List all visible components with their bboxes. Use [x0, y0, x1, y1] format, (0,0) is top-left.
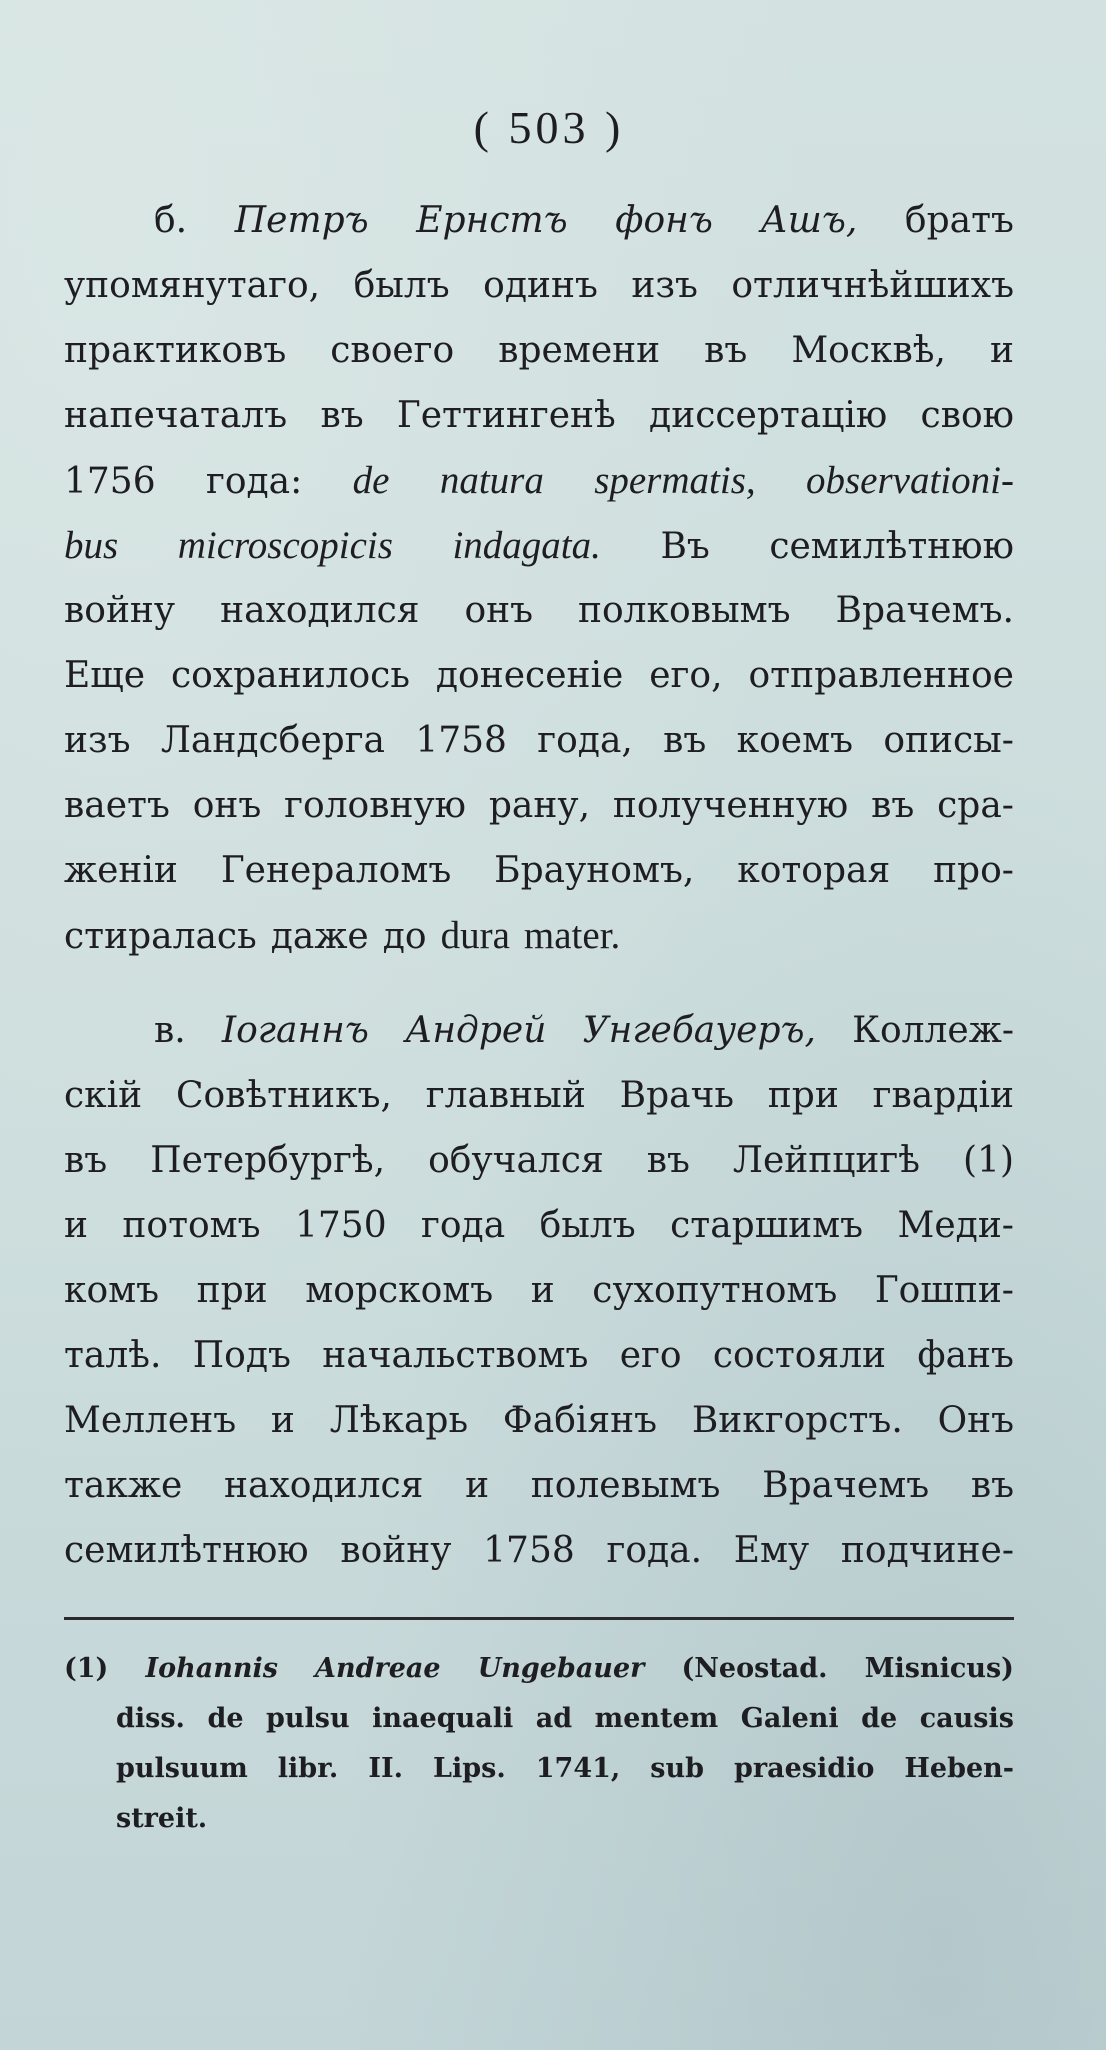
latin-title-word: bus [64, 524, 119, 567]
page-number: ( 503 ) [473, 102, 625, 153]
footnote-line [64, 1644, 1014, 1694]
word: ad [535, 1703, 573, 1734]
word: состояли [712, 1335, 887, 1376]
word: streit. [116, 1803, 208, 1834]
word: libr. [277, 1753, 339, 1784]
word: одинъ [483, 265, 598, 306]
word: своего [330, 330, 455, 371]
word: былъ [539, 1205, 636, 1246]
word: Врачемъ [762, 1465, 930, 1506]
word: полевымъ [530, 1465, 721, 1506]
word: полковымъ [578, 590, 791, 631]
word: подчине- [840, 1530, 1014, 1571]
latin-title-word: spermatis, [594, 459, 756, 502]
word: диссертацію [649, 395, 888, 436]
word: pulsu [266, 1703, 350, 1734]
word: про- [933, 850, 1014, 891]
word: братъ [904, 200, 1014, 241]
word: и [465, 1465, 490, 1506]
paragraph-gap [64, 968, 1014, 998]
word: морскомъ [305, 1270, 494, 1311]
text-line [64, 188, 1014, 253]
word: de [861, 1703, 898, 1734]
word: Ландсберга [160, 720, 386, 761]
word: Гошпи- [874, 1270, 1014, 1311]
word: гвардіи [872, 1075, 1014, 1116]
text-line [64, 1258, 1014, 1323]
word: Петербургѣ, [150, 1140, 386, 1181]
word: отправленное [748, 655, 1014, 696]
word: года: [205, 461, 303, 502]
word: сра- [937, 785, 1014, 826]
text-line [64, 578, 1014, 643]
word: сухопутномъ [592, 1270, 838, 1311]
word: Galeni [740, 1703, 839, 1734]
word: Викгорстъ. [691, 1400, 903, 1441]
word: Еще [64, 655, 146, 696]
paragraph-ungebauer [64, 998, 1014, 1583]
text-line [64, 253, 1014, 318]
word: и [989, 330, 1014, 371]
word: онъ [192, 785, 262, 826]
person-name: Петръ [234, 200, 369, 241]
text-line [64, 903, 1014, 968]
footnote-number: (1) [64, 1653, 109, 1684]
word: Въ [660, 526, 710, 567]
person-name: Ашъ, [760, 200, 858, 241]
footnote [64, 1644, 1014, 1844]
word: семилѣтнюю [769, 526, 1014, 567]
footnote-line [64, 1794, 1014, 1844]
latin-title-word: natura [439, 459, 544, 502]
footnote-rule [64, 1617, 1014, 1620]
item-letter: б. [154, 200, 188, 241]
word: талѣ. [64, 1335, 162, 1376]
latin-word: dura [440, 914, 510, 957]
person-name: фонъ [615, 200, 713, 241]
person-name: Унгебауеръ, [582, 1010, 816, 1051]
word: въ [871, 785, 915, 826]
word: ваетъ [64, 785, 170, 826]
word: praesidio [734, 1753, 875, 1784]
word: года [421, 1205, 506, 1246]
latin-title-word: observationi- [805, 459, 1014, 502]
author-name: Iohannis [145, 1653, 278, 1684]
text-line [64, 513, 1014, 578]
word: Ему [733, 1530, 810, 1571]
text-line [64, 1323, 1014, 1388]
word: главный [425, 1075, 586, 1116]
word: Меди- [897, 1205, 1014, 1246]
author-name: Andreae [315, 1653, 441, 1684]
word: практиковъ [64, 330, 287, 371]
word: при [767, 1075, 839, 1116]
year: 1758 [483, 1530, 575, 1571]
word: и [270, 1400, 295, 1441]
word: inaequali [372, 1703, 514, 1734]
word: находился [224, 1465, 424, 1506]
book-page [64, 100, 1014, 1844]
word: mentem [594, 1703, 719, 1734]
word: и [530, 1270, 555, 1311]
word: до [382, 916, 427, 957]
text-line [64, 1453, 1014, 1518]
word: обучался [428, 1140, 604, 1181]
footnote-line [64, 1694, 1014, 1744]
word: diss. [116, 1703, 185, 1734]
word: Lips. [433, 1753, 506, 1784]
word: въ [64, 1140, 108, 1181]
person-name: Андрей [405, 1010, 547, 1051]
word: изъ [631, 265, 698, 306]
word: года. [606, 1530, 703, 1571]
word: времени [498, 330, 661, 371]
text-line [64, 318, 1014, 383]
word: Misnicus) [864, 1653, 1014, 1684]
word: pulsuum [116, 1753, 248, 1784]
word: потомъ [122, 1205, 261, 1246]
latin-title-word: de [352, 459, 390, 502]
word: Врачь [619, 1075, 734, 1116]
word: въ [646, 1140, 690, 1181]
word: донесеніе [435, 655, 624, 696]
word: находился [220, 590, 420, 631]
word: Фабіянъ [502, 1400, 658, 1441]
text-line [64, 1388, 1014, 1453]
word: Heben- [904, 1753, 1014, 1784]
word: Брауномъ, [494, 850, 695, 891]
word: былъ [353, 265, 450, 306]
word: полученную [612, 785, 849, 826]
paragraph-asch [64, 188, 1014, 968]
latin-title-word: microscopicis [177, 524, 393, 567]
text-line [64, 1518, 1014, 1583]
word: изъ [64, 720, 131, 761]
person-name: Ернстъ [416, 200, 568, 241]
word: при [196, 1270, 268, 1311]
word: sub [650, 1753, 705, 1784]
word: которая [737, 850, 891, 891]
word: (Neostad. [681, 1653, 828, 1684]
year: 1750 [294, 1205, 387, 1246]
text-line [64, 998, 1014, 1063]
word: женіи [64, 850, 178, 891]
word: онъ [464, 590, 534, 631]
text-line [64, 708, 1014, 773]
word: сохранилось [171, 655, 410, 696]
word: также [64, 1465, 183, 1506]
word: фанъ [917, 1335, 1014, 1376]
latin-title-word: indagata. [452, 524, 601, 567]
year: 1741, [535, 1753, 621, 1784]
word: головную [284, 785, 467, 826]
item-letter: в. [154, 1010, 186, 1051]
author-name: Ungebauer [477, 1653, 645, 1684]
word: года, [537, 720, 633, 761]
word: упомянутаго, [64, 265, 321, 306]
footnote-line [64, 1744, 1014, 1794]
word: Онъ [937, 1400, 1014, 1441]
text-line [64, 1063, 1014, 1128]
footnote-marker: (1) [963, 1140, 1014, 1181]
word: Подъ [192, 1335, 291, 1376]
word: Геттингенѣ [396, 395, 616, 436]
text-line [64, 773, 1014, 838]
text-line [64, 1128, 1014, 1193]
word: въ [970, 1465, 1014, 1506]
person-name: Іоганнъ [221, 1010, 369, 1051]
text-line [64, 448, 1014, 513]
word: Совѣтникъ, [175, 1075, 392, 1116]
text-line [64, 1193, 1014, 1258]
text-line [64, 643, 1014, 708]
latin-word: mater. [523, 914, 621, 957]
text-line [64, 383, 1014, 448]
word: Мелленъ [64, 1400, 237, 1441]
word: свою [920, 395, 1014, 436]
word: описы- [883, 720, 1014, 761]
word: II. [368, 1753, 404, 1784]
word: causis [919, 1703, 1014, 1734]
word: начальствомъ [322, 1335, 589, 1376]
word: Лейпцигѣ [732, 1140, 920, 1181]
word: Москвѣ, [791, 330, 946, 371]
word: рану, [488, 785, 591, 826]
word: его [619, 1335, 682, 1376]
word: въ [663, 720, 707, 761]
word: стиралась [64, 916, 257, 957]
word: и [64, 1205, 88, 1246]
word: отличнѣйшихъ [731, 265, 1014, 306]
word: въ [320, 395, 364, 436]
word: старшимъ [670, 1205, 864, 1246]
word: въ [704, 330, 748, 371]
word: семилѣтнюю [64, 1530, 309, 1571]
word: Врачемъ. [835, 590, 1014, 631]
word: скій [64, 1075, 143, 1116]
word: даже [270, 916, 369, 957]
year: 1758 [415, 720, 507, 761]
word: Генераломъ [220, 850, 452, 891]
text-line [64, 838, 1014, 903]
word: Лѣкарь [329, 1400, 469, 1441]
word: войну [340, 1530, 452, 1571]
word: коемъ [736, 720, 854, 761]
word: de [207, 1703, 244, 1734]
word: его, [649, 655, 723, 696]
year: 1756 [64, 461, 156, 502]
word: комъ [64, 1270, 160, 1311]
word: напечаталъ [64, 395, 288, 436]
word: Коллеж- [852, 1010, 1014, 1051]
word: войну [64, 590, 176, 631]
